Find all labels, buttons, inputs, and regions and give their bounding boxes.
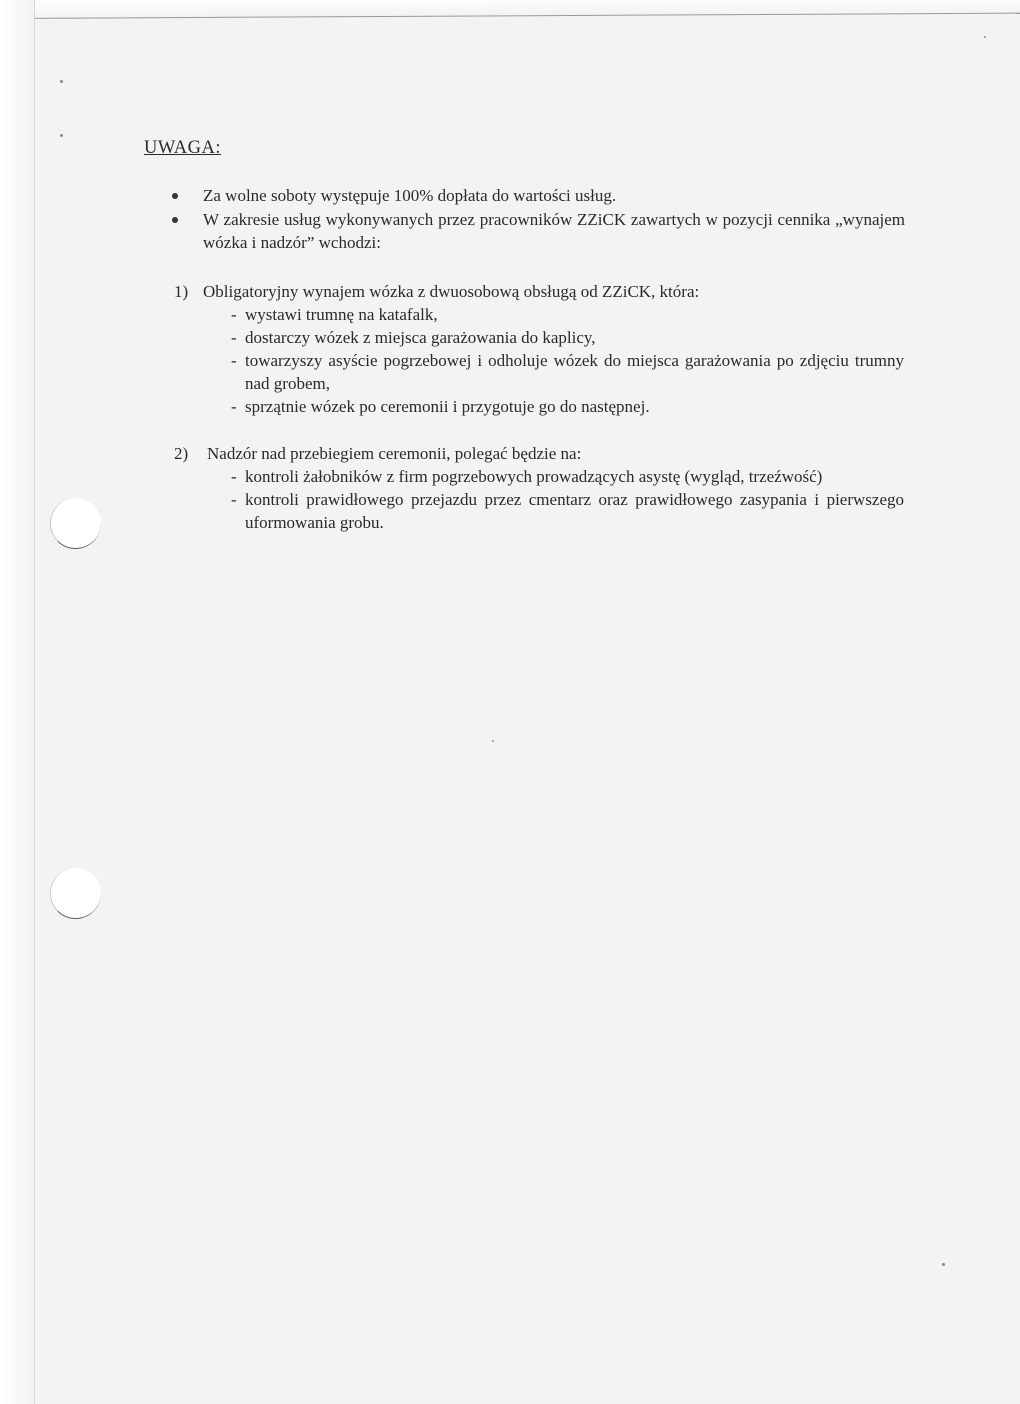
section-number: 1): [174, 282, 189, 301]
item-text: kontroli prawidłowego przejazdu przez cmentarz oraz prawidłowego zasypania i pierwszego uformowania grobu.: [245, 490, 904, 532]
list-item: [170, 184, 905, 207]
list-item: [231, 303, 904, 326]
list-item: [231, 488, 904, 534]
item-text: wystawi trumnę na katafalk,: [245, 305, 438, 324]
section-number: 2): [174, 444, 189, 463]
punch-hole-lower: [50, 868, 101, 919]
item-text: kontroli żałobników z firm pogrzebowych prowadzących asystę (wygląd, trzeźwość): [245, 467, 823, 486]
section-items: [231, 465, 904, 534]
scan-speck: [984, 36, 986, 38]
list-item: [231, 395, 904, 418]
bullet-icon: [172, 217, 178, 223]
bullet-text: Za wolne soboty występuje 100% dopłata do wartości usług.: [203, 186, 617, 205]
list-item: [170, 208, 905, 254]
page-heading: UWAGA:: [144, 138, 221, 158]
section-title: Obligatoryjny wynajem wózka z dwuosobową obsługą od ZZiCK, która:: [203, 282, 700, 301]
dash-marker: -: [231, 351, 237, 370]
bullet-text: W zakresie usług wykonywanych przez pracowników ZZiCK zawartych w pozycji cennika „wynajem wózka i nadzór” wchodzi:: [203, 210, 905, 252]
item-text: sprzątnie wózek po ceremonii i przygotuje go do następnej.: [245, 397, 650, 416]
scan-left-edge: [0, 0, 35, 1404]
scan-speck: [60, 134, 63, 137]
scan-speck: [60, 80, 63, 83]
scan-speck: [942, 1263, 945, 1266]
list-item: [231, 465, 904, 488]
scan-speck: [492, 740, 494, 742]
bullet-icon: [172, 193, 178, 199]
dash-marker: -: [231, 490, 237, 509]
dash-marker: -: [231, 397, 237, 416]
scan-top-edge: [0, 0, 1020, 19]
bullet-list: [170, 184, 905, 254]
list-item: [231, 326, 904, 349]
item-text: towarzyszy asyście pogrzebowej i odholuje wózek do miejsca garażowania po zdjęciu trumny nad grobem,: [245, 351, 904, 393]
list-item: [231, 349, 904, 395]
dash-marker: -: [231, 305, 237, 324]
section-title: Nadzór nad przebiegiem ceremonii, polegać będzie na:: [207, 444, 582, 463]
punch-hole-upper: [50, 498, 101, 549]
item-text: dostarczy wózek z miejsca garażowania do kaplicy,: [245, 328, 596, 347]
dash-marker: -: [231, 467, 237, 486]
dash-marker: -: [231, 328, 237, 347]
section-items: [231, 303, 904, 418]
